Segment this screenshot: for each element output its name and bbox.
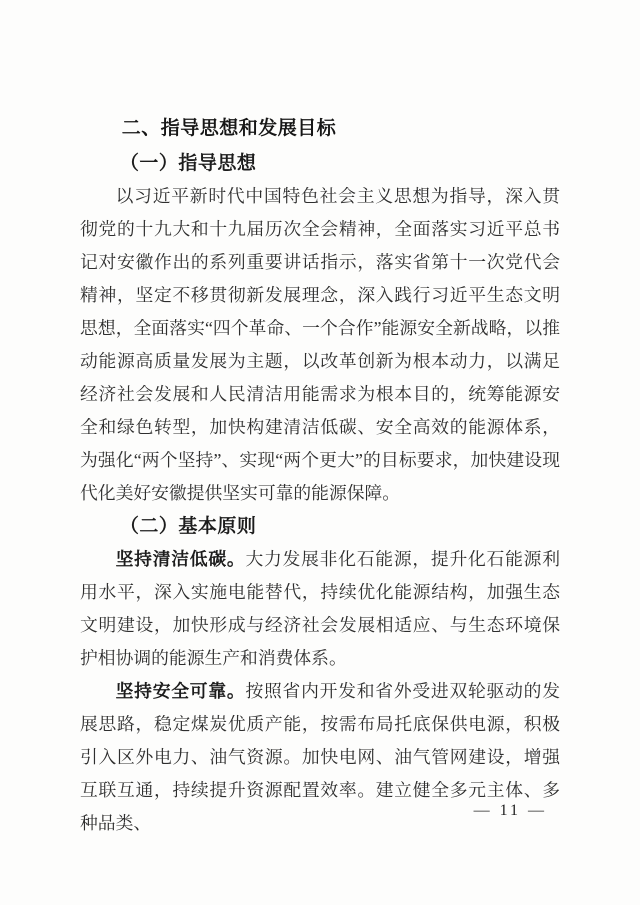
- document-text-block: [80, 112, 560, 840]
- section-heading: 二、指导思想和发展目标: [121, 118, 337, 139]
- subsection-heading-guiding-ideology: （一）指导思想: [119, 153, 257, 174]
- paragraph-guiding-ideology: 以习近平新时代中国特色社会主义思想为指导，深入贯彻党的十九大和十九届历次全会精神，全面落实习近平总书记对安徽作出的系列重要讲话指示，落实省第十一次党代会精神，坚定不移贯彻新发展理念，深入践行习近平生态文明思想，全面落实“四个革命、一个合作”能源安全新战略，以推动能源高质量发展为主题，以改革创新为根本动力，以满足经济社会发展和人民清洁用能需求为根本目的，统筹能源安全和绿色转型，加快构建清洁低碳、安全高效的能源体系，为强化“两个坚持”、实现“两个更大”的目标要求，加快建设现代化美好安徽提供坚实可靠的能源保障。: [80, 186, 560, 503]
- paragraph-lead-clean-low-carbon: 坚持清洁低碳。: [115, 549, 246, 569]
- paragraph-text-clean-low-carbon: 大力发展非化石能源，提升化石能源利用水平，深入实施电能替代，持续优化能源结构，加强生态文明建设，加快形成与经济社会发展相适应、与生态环境保护相协调的能源生产和消费体系。: [80, 549, 560, 668]
- page-number: — 11 —: [473, 802, 547, 819]
- subsection-heading-basic-principles: （二）基本原则: [119, 516, 257, 537]
- paragraph-lead-safe-reliable: 坚持安全可靠。: [115, 681, 246, 701]
- paragraph-text-safe-reliable: 按照省内开发和省外受进双轮驱动的发展思路，稳定煤炭优质产能，按需布局托底保供电源，积极引入区外电力、油气资源。加快电网、油气管网建设，增强互联互通，持续提升资源配置效率。建立健全多元主体、多种品类、: [80, 681, 560, 833]
- paragraph-clean-low-carbon: [80, 543, 560, 675]
